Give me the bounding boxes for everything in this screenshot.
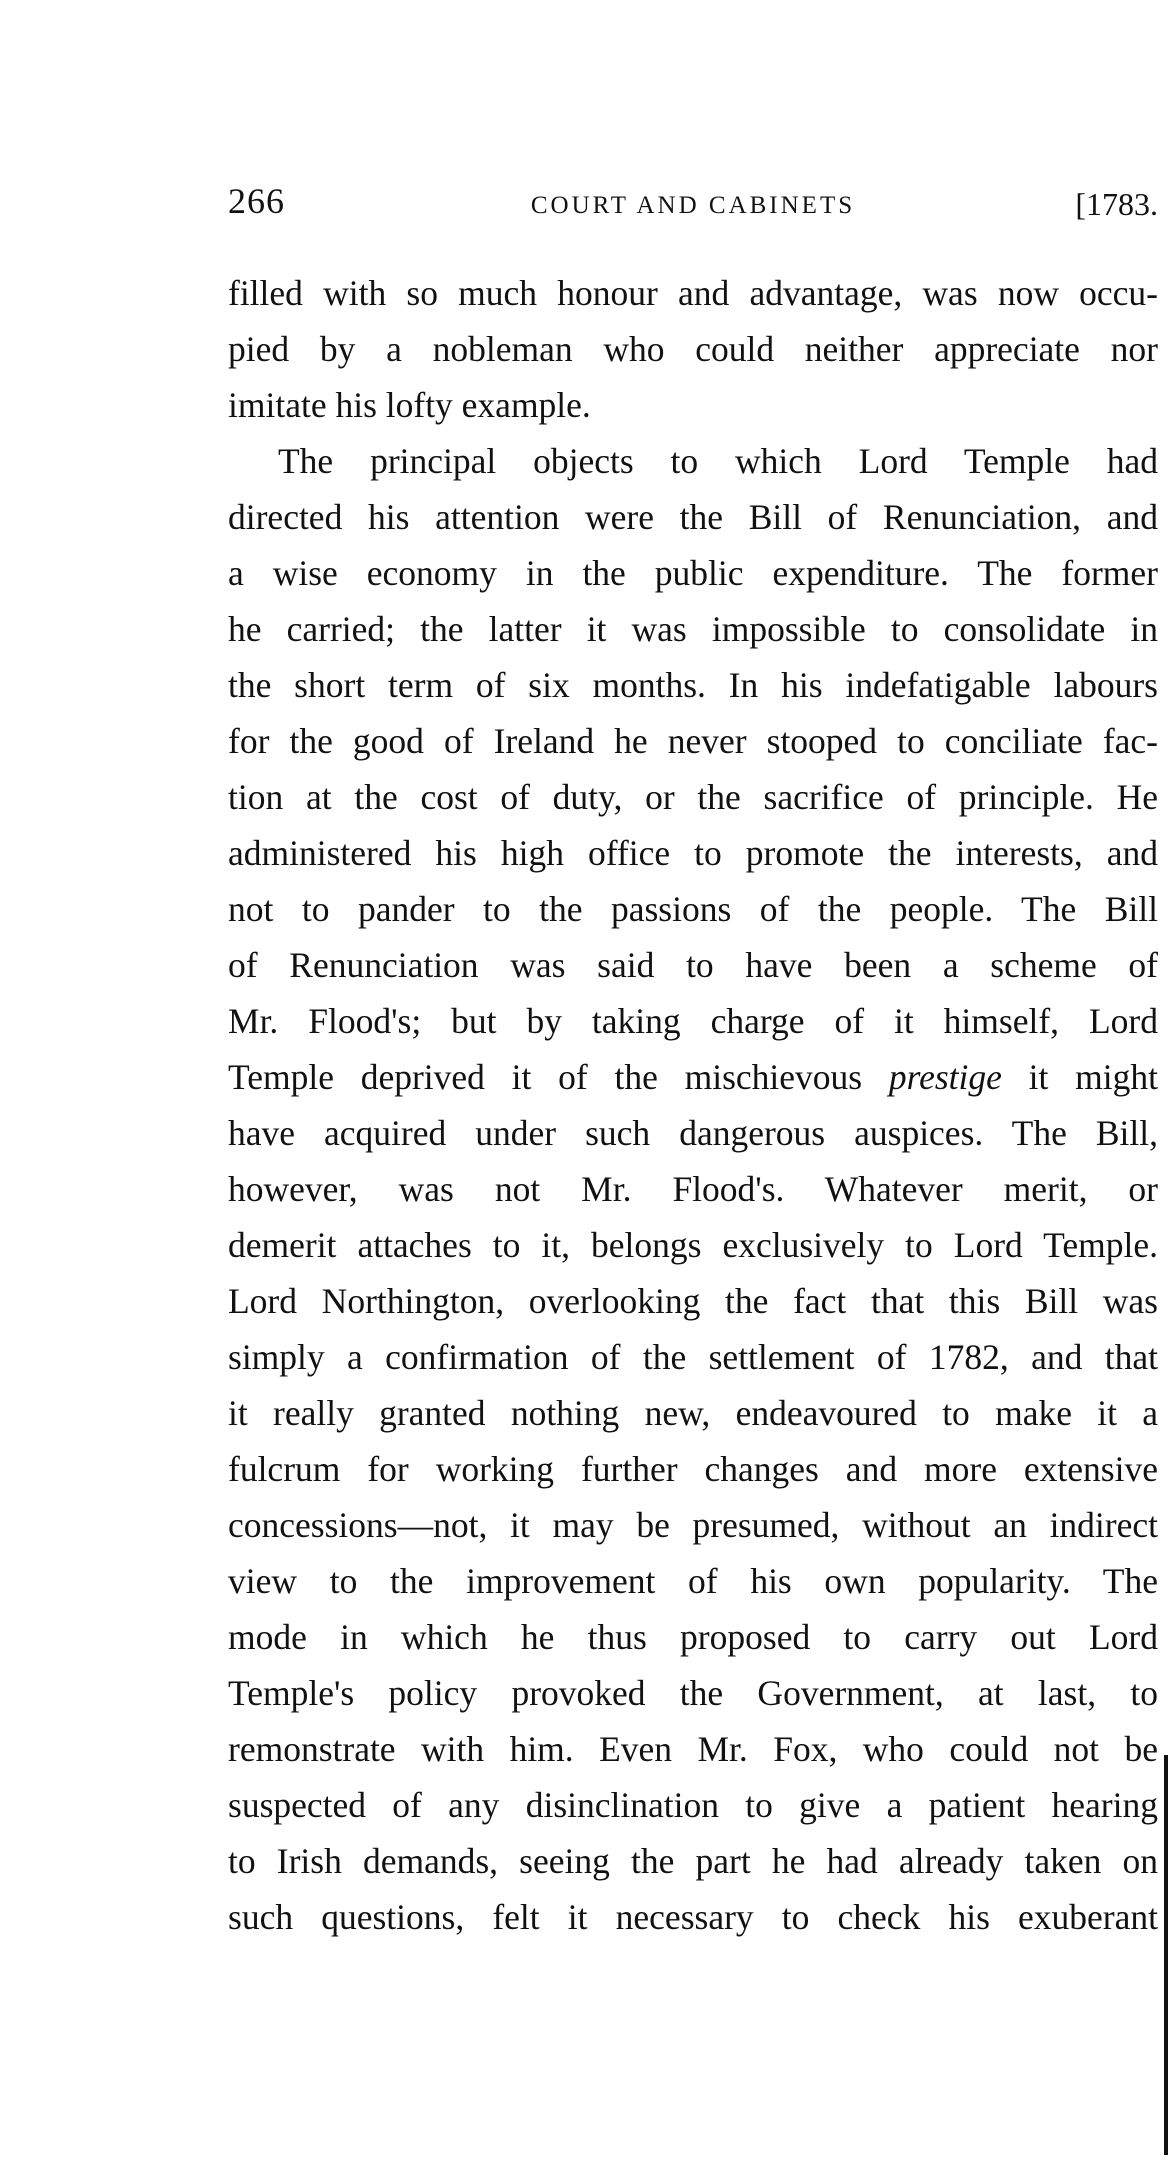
text-line [228,1273,1158,1329]
text-line [228,1777,1158,1833]
line-text: not to pander to the passions of the people. The Bill [228,889,1158,929]
line-text: have acquired under such dangerous auspices. The Bill, [228,1113,1158,1153]
text-line [228,1441,1158,1497]
line-text: the short term of six months. In his indefatigable labours [228,665,1158,705]
body-text [228,265,1158,1945]
line-text: directed his attention were the Bill of Renunciation, and [228,497,1158,537]
text-line [228,265,1158,321]
text-line [228,1665,1158,1721]
text-line [228,769,1158,825]
line-text: Temple's policy provoked the Government, at last, to [228,1673,1158,1713]
text-line [228,1609,1158,1665]
text-line [228,545,1158,601]
line-text: for the good of Ireland he never stooped to conciliate fac- [228,721,1158,761]
line-text: he carried; the latter it was impossible to consolidate in [228,609,1158,649]
text-line [228,321,1158,377]
text-line [228,1217,1158,1273]
text-line [228,881,1158,937]
line-text: pied by a nobleman who could neither appreciate nor [228,329,1158,369]
text-line [228,1105,1158,1161]
line-text: administered his high office to promote the interests, and [228,833,1158,873]
text-line [228,1889,1158,1945]
text-line [228,377,1158,433]
line-text: demerit attaches to it, belongs exclusively to Lord Temple. [228,1225,1158,1265]
text-line [228,657,1158,713]
line-text: imitate his lofty example. [228,385,591,425]
text-line [228,1721,1158,1777]
running-head [228,180,1158,240]
line-text: Mr. Flood's; but by taking charge of it himself, Lord [228,1001,1158,1041]
text-line [228,1497,1158,1553]
line-text: The principal objects to which Lord Temple had [278,441,1158,481]
line-text-after: it might [1001,1057,1158,1097]
text-line [228,713,1158,769]
line-text: such questions, felt it necessary to check his exuberant [228,1897,1158,1937]
text-line [228,825,1158,881]
page-edge-shadow [1164,1755,1168,2155]
line-text: of Renunciation was said to have been a scheme of [228,945,1158,985]
line-text: Lord Northington, overlooking the fact that this Bill was [228,1281,1158,1321]
line-text: a wise economy in the public expenditure. The former [228,553,1158,593]
text-line [228,1385,1158,1441]
line-text [228,1049,1158,1105]
text-line [228,601,1158,657]
text-line [228,1553,1158,1609]
line-text: filled with so much honour and advantage, was now occu- [228,273,1158,313]
text-line [228,1161,1158,1217]
line-text: simply a confirmation of the settlement of 1782, and that [228,1337,1158,1377]
line-text: however, was not Mr. Flood's. Whatever merit, or [228,1169,1158,1209]
line-text: view to the improvement of his own popularity. The [228,1561,1158,1601]
line-text: it really granted nothing new, endeavoured to make it a [228,1393,1158,1433]
text-line [228,993,1158,1049]
line-text: tion at the cost of duty, or the sacrifice of principle. He [228,777,1158,817]
text-line [228,1833,1158,1889]
line-text: mode in which he thus proposed to carry out Lord [228,1617,1158,1657]
paragraph-first-line [228,433,1158,489]
page-number: 266 [228,181,285,221]
text-line [228,1049,1158,1105]
line-text: to Irish demands, seeing the part he had already taken on [228,1841,1158,1881]
line-text: remonstrate with him. Even Mr. Fox, who could not be [228,1729,1158,1769]
running-year: [1783. [1075,186,1158,222]
text-line [228,1329,1158,1385]
italic-word: prestige [888,1057,1002,1097]
line-text: fulcrum for working further changes and more extensive [228,1449,1158,1489]
line-text: suspected of any disinclination to give a patient hearing [228,1785,1158,1825]
text-line [228,937,1158,993]
running-title: COURT AND CABINETS [530,192,856,219]
line-text-before: Temple deprived it of the mischievous [228,1057,889,1097]
text-line [228,489,1158,545]
line-text: concessions—not, it may be presumed, without an indirect [228,1505,1158,1545]
